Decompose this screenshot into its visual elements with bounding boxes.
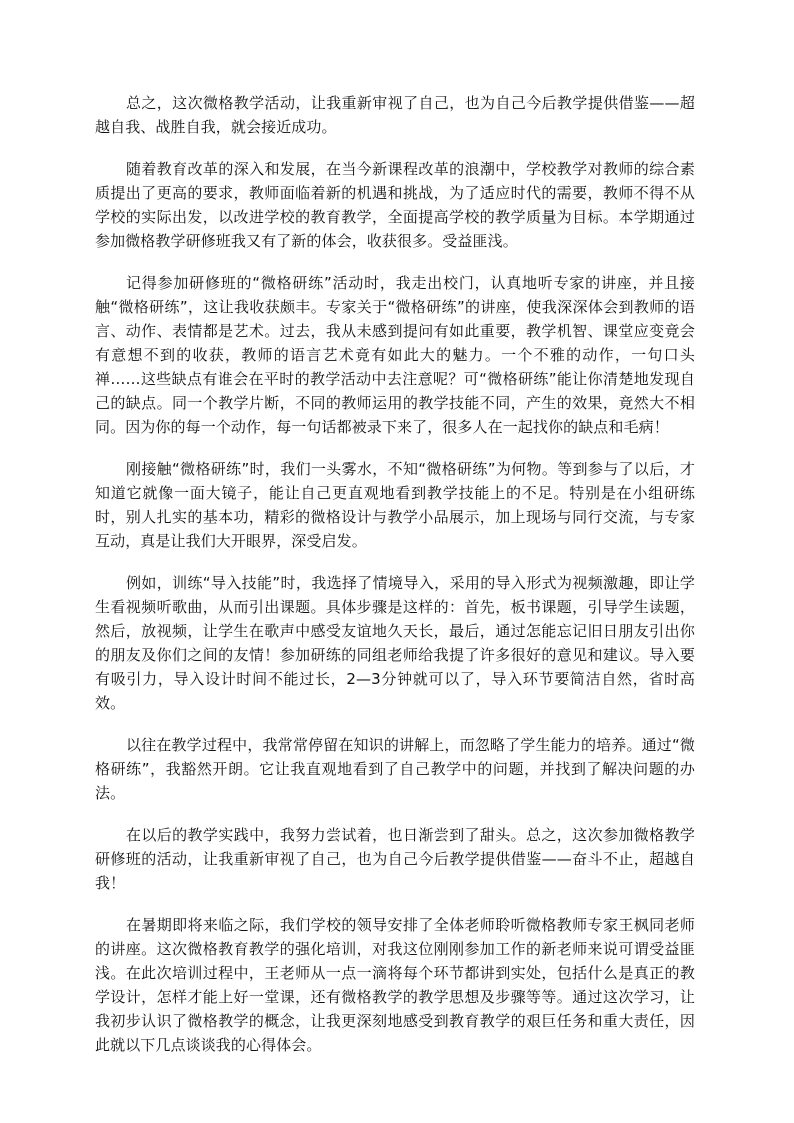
paragraph-7: 在以后的教学实践中，我努力尝试着，也日渐尝到了甜头。总之，这次参加微格教学研修班的活动，让我重新审视了自己，也为自己今后教学提供借鉴——奋斗不止，超越自我！: [95, 826, 695, 892]
paragraph-8: 在暑期即将来临之际，我们学校的领导安排了全体老师聆听微格教师专家王枫同老师的讲座。这次微格教育教学的强化培训，对我这位刚刚参加工作的新老师来说可谓受益匪浅。在此次培训过程中，王老师从一点一滴将每个环节都讲到实处，包括什么是真正的教学设计，怎样才能上好一堂课，还有微格教学的教学思想及步骤等等。通过这次学习，让我初步认识了微格教学的概念，让我更深刻地感受到教育教学的艰巨任务和重大责任，因此就以下几点谈谈我的心得体会。: [95, 916, 695, 1054]
paragraph-1: 总之，这次微格教学活动，让我重新审视了自己，也为自己今后教学提供借鉴——超越自我、战胜自我，就会接近成功。: [95, 94, 695, 136]
document-body: [95, 91, 695, 1075]
paragraph-2: 随着教育改革的深入和发展，在当今新课程改革的浪潮中，学校教学对教师的综合素质提出了更高的要求，教师面临着新的机遇和挑战，为了适应时代的需要，教师不得不从学校的实际出发，以改进学校的教育教学，全面提高学校的教学质量为目标。本学期通过参加微格教学研修班我又有了新的体会，收获很多。受益匪浅。: [95, 160, 695, 250]
paragraph-4: 刚接触“微格研练”时，我们一头雾水，不知“微格研练”为何物。等到参与了以后，才知道它就像一面大镜子，能让自己更直观地看到教学技能上的不足。特别是在小组研练时，别人扎实的基本功，精彩的微格设计与教学小品展示，加上现场与同行交流，与专家互动，真是让我们大开眼界，深受启发。: [95, 460, 695, 550]
paragraph-3: 记得参加研修班的“微格研练”活动时，我走出校门，认真地听专家的讲座，并且接触“微格研练”，这让我收获颇丰。专家关于“微格研练”的讲座，使我深深体会到教师的语言、动作、表情都是艺术。过去，我从未感到提问有如此重要，教学机智、课堂应变竟会有意想不到的收获，教师的语言艺术竟有如此大的魅力。一个不雅的动作，一句口头禅……这些缺点有谁会在平时的教学活动中去注意呢？可“微格研练”能让你清楚地发现自己的缺点。同一个教学片断，不同的教师运用的教学技能不同，产生的效果，竟然大不相同。因为你的每一个动作，每一句话都被录下来了，很多人在一起找你的缺点和毛病！: [95, 274, 695, 436]
paragraph-6: 以往在教学过程中，我常常停留在知识的讲解上，而忽略了学生能力的培养。通过“微格研练”，我豁然开朗。它让我直观地看到了自己教学中的问题，并找到了解决问题的办法。: [95, 736, 695, 802]
paragraph-5: 例如，训练“导入技能”时，我选择了情境导入，采用的导入形式为视频激趣，即让学生看视频听歌曲，从而引出课题。具体步骤是这样的：首先，板书课题，引导学生读题，然后，放视频，让学生在歌声中感受友谊地久天长，最后，通过怎能忘记旧日朋友引出你的朋友及你们之间的友情！参加研练的同组老师给我提了许多很好的意见和建议。导入要有吸引力，导入设计时间不能过长，2—3分钟就可以了，导入环节要简洁自然，省时高效。: [95, 574, 695, 712]
